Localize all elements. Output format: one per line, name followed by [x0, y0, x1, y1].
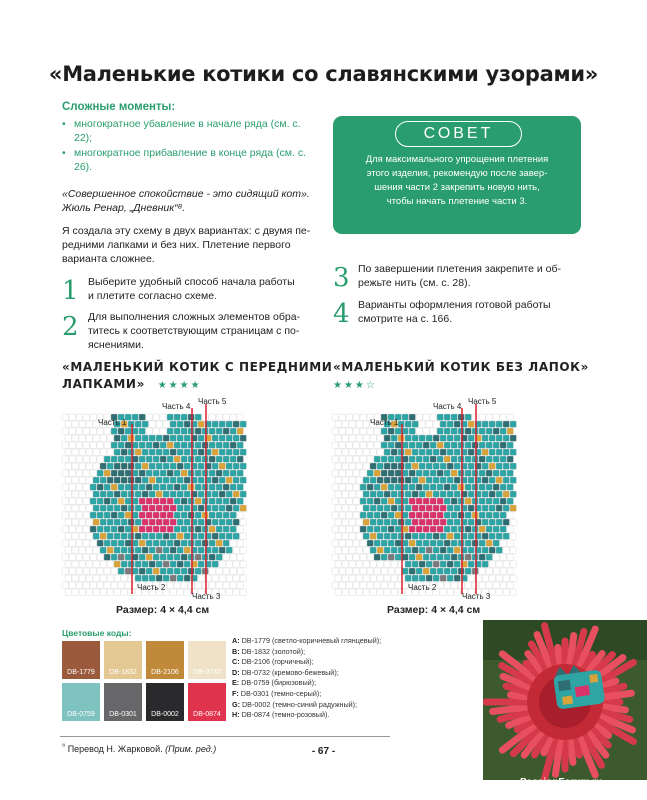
- scheme-size: Размер: 4 × 4,4 см: [387, 604, 481, 616]
- color-swatch: [146, 683, 184, 721]
- part-label: Часть 3: [192, 592, 221, 601]
- part-label: Часть 2: [408, 583, 437, 592]
- color-swatch: [104, 683, 142, 721]
- swatch-grid: [62, 641, 228, 725]
- color-swatch: [146, 641, 184, 679]
- part-label: Часть 5: [198, 397, 227, 406]
- part-label: Часть 3: [462, 592, 491, 601]
- legend-item: H: DB-0874 (темно-розовый).: [232, 710, 330, 720]
- color-swatch: [104, 641, 142, 679]
- part-label: Часть 5: [468, 397, 497, 406]
- scheme-left-title: [62, 359, 332, 394]
- part-label: Часть 4: [433, 402, 462, 411]
- swatch-code: DB-0759: [67, 711, 95, 718]
- step-text: [88, 310, 314, 352]
- step-text: [358, 262, 584, 290]
- step-line: титесь к соответствующим страницам с по-: [88, 325, 300, 337]
- color-swatch: [62, 683, 100, 721]
- scheme-title-line: «МАЛЕНЬКИЙ КОТИК С ПЕРЕДНИМИ: [62, 360, 333, 374]
- step-line: смотрите на с. 166.: [358, 313, 453, 325]
- bead-scheme-with-paws: [60, 394, 260, 604]
- footnote-divider: [60, 736, 390, 737]
- advice-title: СОВЕТ: [395, 121, 522, 147]
- part-label: Часть 1: [98, 418, 127, 427]
- page-number: - 67 -: [311, 746, 336, 757]
- intro-text: [62, 224, 322, 266]
- part-label: Часть 4: [162, 402, 191, 411]
- legend-item: B: DB-1832 (золотой);: [232, 646, 306, 656]
- swatch-code: DB-1832: [109, 669, 137, 676]
- step-line: яснениями.: [88, 339, 144, 351]
- color-swatch: [188, 641, 226, 679]
- swatch-code: DB-0002: [151, 711, 179, 718]
- step-line: и плетите согласно схеме.: [88, 290, 217, 302]
- quote-author: Жюль Ренар, „Дневник“⁸.: [62, 202, 186, 214]
- legend-item: E: DB-0759 (бирюзовый);: [232, 678, 317, 688]
- advice-line: шения части 2 закрепить новую нить,: [374, 182, 540, 193]
- swatch-code: DB-0874: [193, 711, 221, 718]
- color-swatch: [62, 641, 100, 679]
- step-text: [88, 275, 308, 303]
- intro-line: редними лапками и без них. Плетение первого: [62, 239, 291, 251]
- step-line: Выберите удобный способ начала работы: [88, 276, 295, 288]
- step-line: Варианты оформления готовой работы: [358, 299, 551, 311]
- bead-scheme-without-paws: [330, 394, 530, 604]
- quote: [62, 187, 322, 215]
- footnote-note: (Прим. ред.): [165, 744, 217, 754]
- advice-line: чтобы начать плетение части 3.: [386, 196, 528, 207]
- step-number: 3: [333, 263, 350, 293]
- legend-item: G: DB-0002 (темно-синий радужный);: [232, 699, 358, 709]
- difficulty-stars: ★★★☆: [333, 380, 377, 391]
- step-number: 1: [62, 276, 79, 306]
- difficult-item: • многократное убавление в начале ряда (см. с. 22);: [62, 117, 312, 145]
- advice-line: этого изделия, рекомендую после завер-: [366, 168, 548, 179]
- color-swatch: [188, 683, 226, 721]
- swatch-code: DB-0732: [193, 669, 221, 676]
- swatch-code: DB-0301: [109, 711, 137, 718]
- footnote-mark: ⁸: [62, 741, 66, 750]
- swatch-code: DB-2106: [151, 669, 179, 676]
- scheme-size: Размер: 4 × 4,4 см: [116, 604, 210, 616]
- scheme-title-line: ЛАПКАМИ»: [62, 377, 145, 391]
- difficulty-stars: ★★★★: [157, 380, 202, 391]
- legend-item: A: DB-1779 (светло-коричневый глянцевый);: [232, 636, 382, 645]
- scheme-title-line: «МАЛЕНЬКИЙ КОТИК БЕЗ ЛАПОК»: [333, 360, 589, 374]
- step-number: 4: [333, 299, 350, 329]
- footnote-text: Перевод Н. Жарковой.: [67, 744, 163, 754]
- part-label: Часть 1: [370, 418, 399, 427]
- color-legend: [232, 636, 482, 721]
- legend-item: D: DB-0732 (кремово-бежевый);: [232, 667, 339, 677]
- step-text: [358, 298, 584, 326]
- color-codes-header: Цветовые коды:: [62, 628, 132, 638]
- advice-line: Для максимального упрощения плетения: [365, 154, 549, 165]
- scheme-right-title: [333, 359, 589, 394]
- watermark: PassionForum.ru: [520, 777, 603, 788]
- difficult-header: Сложные моменты:: [62, 101, 176, 113]
- part-label: Часть 2: [137, 583, 166, 592]
- difficult-list: [62, 117, 312, 174]
- step-number: 2: [62, 312, 79, 342]
- step-line: По завершении плетения закрепите и об-: [358, 263, 561, 275]
- intro-line: варианта сложнее.: [62, 253, 155, 265]
- swatch-code: DB-1779: [67, 669, 95, 676]
- intro-line: Я создала эту схему в двух вариантах: с двумя пе-: [62, 225, 311, 237]
- quote-line: «Совершенное спокойствие - это сидящий кот».: [62, 188, 310, 200]
- page-title: «Маленькие котики со славянскими узорами»: [48, 62, 599, 86]
- legend-item: C: DB-2106 (горчичный);: [232, 657, 314, 667]
- legend-item: F: DB-0301 (темно-серый);: [232, 688, 322, 698]
- difficult-item: • многократное прибавление в конце ряда (см. с. 26).: [62, 146, 312, 174]
- step-line: Для выполнения сложных элементов обра-: [88, 311, 301, 323]
- advice-text: [350, 153, 564, 209]
- step-line: режьте нить (см. с. 28).: [358, 277, 471, 289]
